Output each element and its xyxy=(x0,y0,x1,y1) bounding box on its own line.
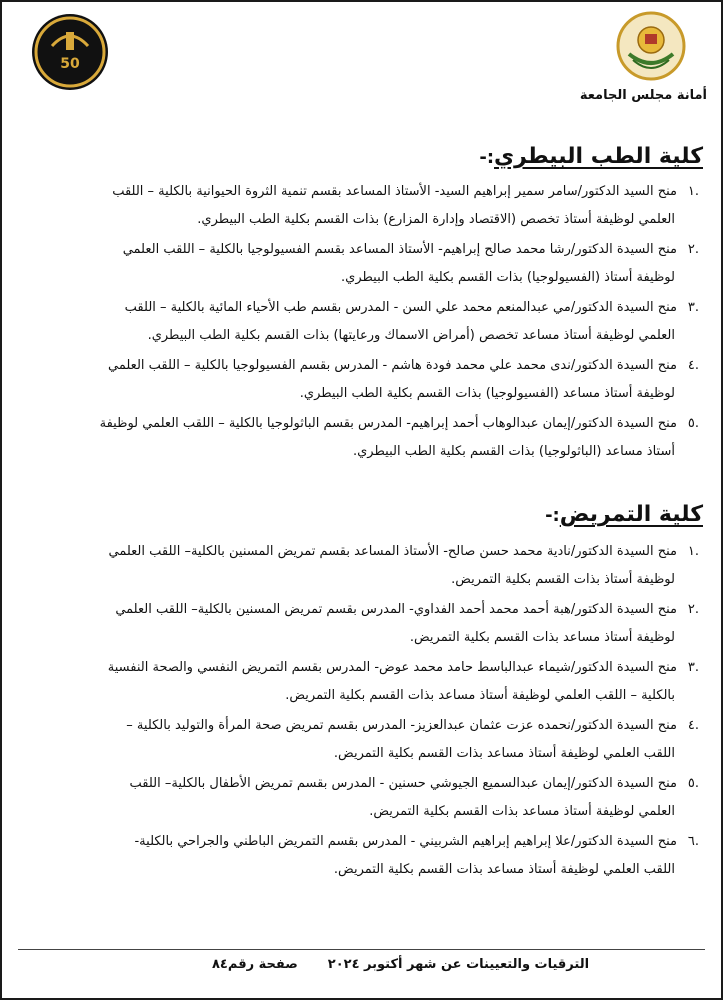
item-text-continued: لوظيفة أستاذ مساعد (الفسيولوجيا) بذات القسم بكلية الطب البيطري. xyxy=(299,386,675,401)
item-text: منح السيدة الدكتور/رشا محمد صالح إبراهيم- الأستاذ المساعد بقسم الفسيولوجيا بالكلية – اللقب العلمي xyxy=(122,242,677,257)
item-number: .٢ xyxy=(687,602,699,617)
section-title-suffix: :- xyxy=(479,147,495,168)
footer-text: الترقيات والتعيينات عن شهر أكتوبر ٢٠٢٤ xyxy=(327,957,590,972)
decision-item xyxy=(31,178,699,234)
item-text: منح السيدة الدكتور/هبة أحمد محمد أحمد الفداوي- المدرس بقسم تمريض المسنين بالكلية– اللقب العلمي xyxy=(115,602,677,617)
item-number: .٤ xyxy=(687,358,699,373)
item-text-continued: اللقب العلمي لوظيفة أستاذ مساعد بذات القسم بكلية التمريض. xyxy=(333,862,675,877)
decision-item xyxy=(31,828,699,884)
item-text-continued: بالكلية – اللقب العلمي لوظيفة أستاذ مساعد بذات القسم بكلية التمريض. xyxy=(285,688,675,703)
item-text-continued: العلمي لوظيفة أستاذ تخصص (الاقتصاد وإدارة المزارع) بذات القسم بكلية الطب البيطري. xyxy=(197,212,675,227)
item-text: منح السيدة الدكتور/إيمان عبدالسميع الجيوشي حسنين - المدرس بقسم تمريض الأطفال بالكلية– اللقب xyxy=(129,776,677,791)
item-text: منح السيدة الدكتور/ندى محمد علي محمد فودة هاشم - المدرس بقسم الفسيولوجيا بالكلية – اللقب العلمي xyxy=(108,358,677,373)
item-text-continued: لوظيفة أستاذ (الفسيولوجيا) بذات القسم بكلية الطب البيطري. xyxy=(341,270,675,285)
section-title-nursing xyxy=(545,502,703,527)
item-number: .١ xyxy=(687,184,699,199)
decision-item xyxy=(31,410,699,466)
item-number: .١ xyxy=(687,544,699,559)
item-text: منح السيدة الدكتور/نادية محمد حسن صالح- الأستاذ المساعد بقسم تمريض المسنين بالكلية– اللقب العلمي xyxy=(108,544,677,559)
decision-item xyxy=(31,236,699,292)
decision-item xyxy=(31,596,699,652)
decision-item xyxy=(31,654,699,710)
decision-item xyxy=(31,770,699,826)
section-title-veterinary xyxy=(479,144,703,169)
council-secretariat-label: أمانة مجلس الجامعة xyxy=(579,88,707,103)
item-number: .٢ xyxy=(687,242,699,257)
decision-item xyxy=(31,352,699,408)
item-number: .٥ xyxy=(687,776,699,791)
item-number: .٥ xyxy=(687,416,699,431)
item-number: .٦ xyxy=(687,834,699,849)
section-title-text: كلية الطب البيطري xyxy=(494,144,703,169)
item-text-continued: العلمي لوظيفة أستاذ مساعد تخصص (أمراض الاسماك ورعايتها) بذات القسم بكلية الطب البيطري. xyxy=(147,328,675,343)
svg-text:50: 50 xyxy=(60,56,80,72)
item-text: منح السيدة الدكتور/نحمده عزت عثمان عبدالعزيز- المدرس بقسم تمريض صحة المرأة والتوليد بالكلية – xyxy=(126,718,677,733)
item-text: منح السيدة الدكتور/علا إبراهيم إبراهيم الشربيني - المدرس بقسم التمريض الباطني والجراحي بالكلية- xyxy=(134,834,677,849)
item-text: منح السيدة الدكتور/مي عبدالمنعم محمد علي السن - المدرس بقسم طب الأحياء المائية بالكلية – اللقب xyxy=(124,300,677,315)
item-text-continued: العلمي لوظيفة أستاذ مساعد بذات القسم بكلية التمريض. xyxy=(369,804,675,819)
item-text-continued: لوظيفة أستاذ مساعد بذات القسم بكلية التمريض. xyxy=(409,630,675,645)
page-number: صفحة رقم٨٤ xyxy=(212,957,298,972)
item-text-continued: اللقب العلمي لوظيفة أستاذ مساعد بذات القسم بكلية التمريض. xyxy=(333,746,675,761)
decision-item xyxy=(31,538,699,594)
section-title-text: كلية التمريض xyxy=(559,502,703,527)
decision-item xyxy=(31,294,699,350)
item-text-continued: أستاذ مساعد (الباثولوجيا) بذات القسم بكلية الطب البيطري. xyxy=(353,444,675,459)
item-text: منح السيدة الدكتور/شيماء عبدالباسط حامد محمد عوض- المدرس بقسم التمريض النفسي والصحة النفسية xyxy=(107,660,677,675)
item-number: .٣ xyxy=(687,300,699,315)
item-text: منح السيدة الدكتور/إيمان عبدالوهاب أحمد إبراهيم- المدرس بقسم الباثولوجيا بالكلية – اللقب العلمي لوظيفة xyxy=(99,416,677,431)
page-footer xyxy=(212,957,589,972)
item-text-continued: لوظيفة أستاذ بذات القسم بكلية التمريض. xyxy=(451,572,675,587)
mansoura-university-logo xyxy=(615,10,687,82)
anniversary-logo xyxy=(30,12,110,92)
item-text: منح السيد الدكتور/سامر سمير إبراهيم السيد- الأستاذ المساعد بقسم تنمية الثروة الحيوانية بالكلية – اللقب xyxy=(112,184,677,199)
item-number: .٤ xyxy=(687,718,699,733)
decision-item xyxy=(31,712,699,768)
item-number: .٣ xyxy=(687,660,699,675)
footer-divider xyxy=(18,949,705,950)
section-title-suffix: :- xyxy=(545,505,560,526)
